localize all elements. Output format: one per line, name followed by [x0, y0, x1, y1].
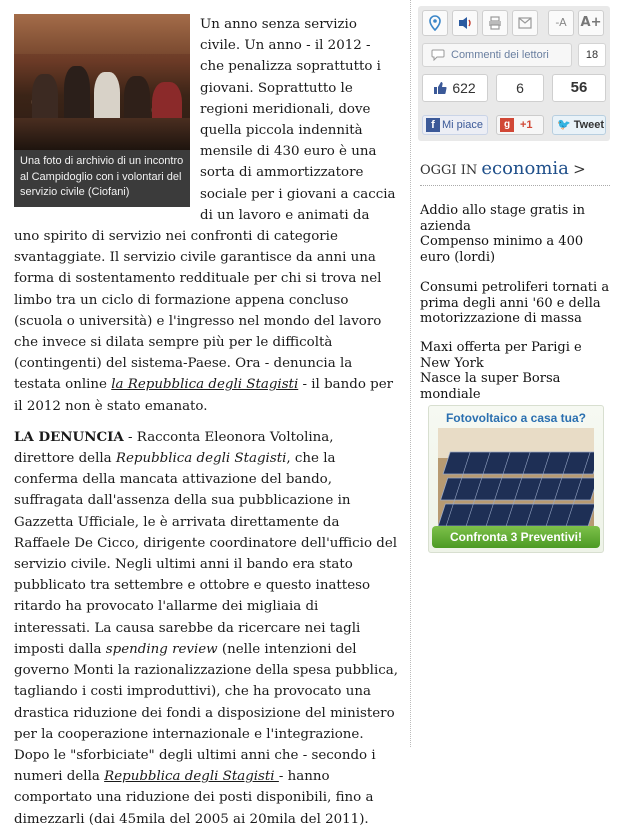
email-icon[interactable]	[512, 10, 538, 36]
section-name[interactable]: economia	[481, 158, 569, 179]
photo-caption: Una foto di archivio di un incontro al Campidoglio con i volontari del servizio civile (Ciofani)	[14, 150, 190, 207]
paragraph-text: , che la conferma della mancata attivazione del bando, suffragata dall'assenza della sua pubblicazione in Gazzetta Ufficiale, le è arrivata direttamente da Raffaele De Cicco, dirigente coordinatore dell'ufficio del servizio civile. Negli ultimi anni il bando era stato pubblicato tra settembre e ottobre e questo inatteso ritardo ha provocato l'allarme dei migliaia di interessati. La causa sarebbe da ricercare nei tagli imposti dalla	[14, 451, 398, 657]
repubblica-stagisti-link[interactable]: la Repubblica degli Stagisti	[111, 377, 299, 393]
tweet-label: Tweet	[573, 119, 605, 131]
facebook-icon: f	[426, 118, 440, 132]
article-tools-panel	[418, 6, 610, 141]
google-plus-label: +1	[520, 119, 533, 131]
twitter-bird-icon: 🐦	[557, 119, 571, 131]
solar-panel-image[interactable]	[438, 428, 594, 526]
news-title[interactable]: Addio allo stage gratis in azienda	[420, 203, 585, 234]
google-plus-button[interactable]	[496, 115, 544, 135]
paragraph-text: - Racconta Eleonora Voltolina, direttore della	[14, 429, 334, 467]
chevron-right-icon: >	[573, 160, 586, 178]
paragraph-text: - hanno comportato una riduzione dei posti disponibili, fino a dimezzarli (dai 45mila del 2005 ai 20mila del 2011).	[14, 769, 374, 827]
likes-count: 622	[452, 80, 476, 96]
article-photo[interactable]	[14, 14, 190, 150]
ad-title: Fotovoltaico a casa tua?	[445, 411, 587, 425]
paragraph-text: (nelle intenzioni del governo Monti la razionalizzazione della spesa pubblica, tagliando i costi improduttivi), che ha provocato una drastica riduzione dei fondi a disposizione del ministero per la cooperazione internazionale e l'integrazione. Dopo le "sforbiciate" degli ultimi anni che - secondo i numeri della	[14, 641, 398, 785]
paragraph-text: - il bando per il 2012 non è stato emanato.	[14, 377, 394, 414]
share-counter-right: 56	[552, 74, 606, 102]
news-title[interactable]: Maxi offerta per Parigi e New York	[420, 340, 582, 371]
oggi-in-label: OGGI IN	[420, 163, 478, 178]
italic-text: spending review	[105, 641, 218, 657]
section-header[interactable]	[420, 158, 610, 186]
speech-bubble-icon	[431, 49, 445, 61]
facebook-like-label: Mi piace	[442, 119, 483, 131]
news-item-1[interactable]	[420, 203, 610, 265]
google-plus-icon: g	[500, 118, 514, 132]
italic-text: Repubblica degli Stagisti	[115, 451, 287, 467]
news-subtitle: Compenso minimo a 400 euro (lordi)	[420, 234, 584, 265]
solar-ad[interactable]	[428, 405, 604, 553]
article-body	[14, 14, 398, 840]
repubblica-stagisti-link-2[interactable]: Repubblica degli Stagisti	[104, 769, 279, 785]
section-heading: LA DENUNCIA	[14, 428, 124, 445]
article-photo-box	[14, 14, 190, 207]
compare-quotes-button[interactable]: Confronta 3 Preventivi!	[432, 526, 600, 548]
paragraph-text: Un anno senza servizio civile. Un anno - il 2012 - che penalizza soprattutto i giovani. Soprattutto le regioni meridionali, dove quella piccola indennità mensile di 430 euro è una sorta di ammortizzatore sociale per i giovani a caccia di un lavoro e animati da uno spirito di servizio nei confronti di categorie svantaggiate. Il servizio civile garantisce da anni una forma di sostentamento reddituale per chi si trova nel limbo tra un ciclo di formazione appena concluso (scuola o università) e l'ingresso nel mondo del lavoro che invece si dilata sempre più per le difficoltà (contingenti) del sistema-Paese. Ora - denuncia la testata online	[14, 17, 396, 393]
comments-count: 18	[578, 43, 606, 67]
news-title[interactable]: Consumi petroliferi tornati a prima degli anni '60 e della motorizzazione di massa	[420, 280, 610, 326]
print-icon[interactable]	[482, 10, 508, 36]
thumbs-up-icon	[433, 81, 447, 95]
column-divider	[410, 0, 411, 747]
comments-label: Commenti dei lettori	[451, 49, 549, 61]
audio-speaker-icon[interactable]	[452, 10, 478, 36]
share-counter-middle: 6	[496, 74, 544, 102]
location-pin-icon[interactable]	[422, 10, 448, 36]
likes-counter[interactable]	[422, 74, 488, 102]
news-item-2[interactable]	[420, 280, 610, 327]
news-subtitle: Nasce la super Borsa mondiale	[420, 371, 561, 402]
font-smaller-button[interactable]: -A	[548, 10, 574, 36]
tool-row	[422, 10, 606, 36]
tweet-button[interactable]	[552, 115, 606, 135]
article-paragraph-2	[14, 427, 398, 830]
comments-button[interactable]	[422, 43, 572, 67]
facebook-like-button[interactable]	[422, 115, 488, 135]
news-item-3[interactable]	[420, 340, 610, 402]
font-larger-button[interactable]: A+	[578, 10, 604, 36]
